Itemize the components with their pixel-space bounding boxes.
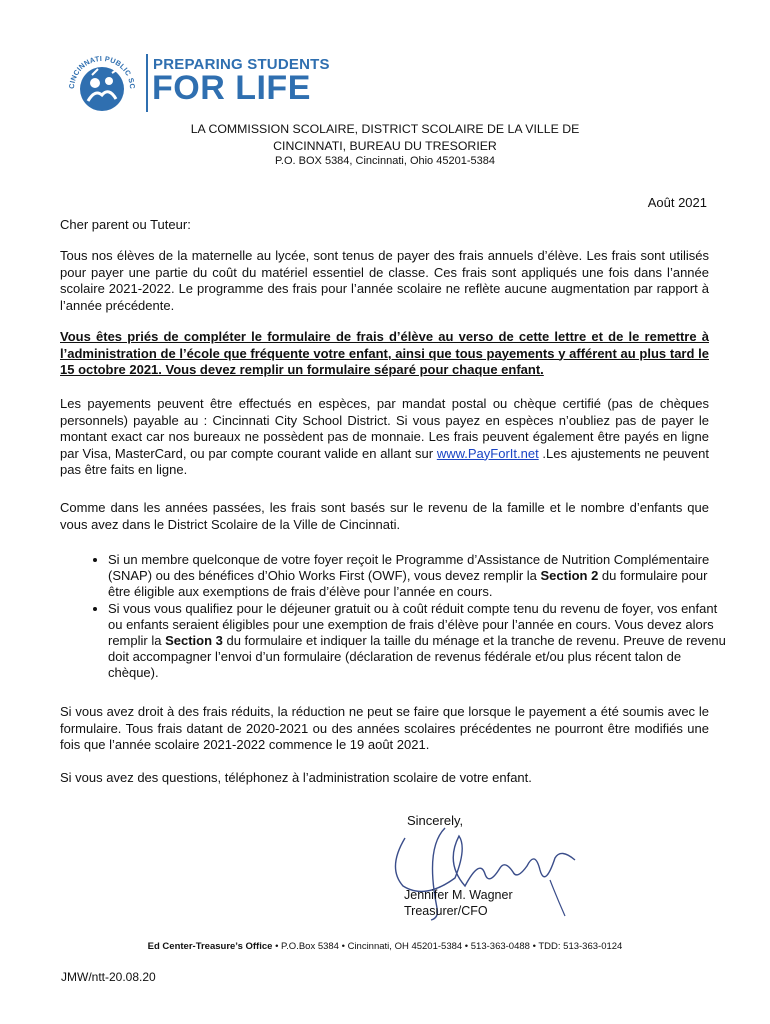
- signer-block: [404, 887, 513, 919]
- header-line-1: LA COMMISSION SCOLAIRE, DISTRICT SCOLAIRE DE LA VILLE DE: [190, 122, 580, 136]
- signer-name: Jennifer M. Wagner: [404, 888, 513, 902]
- paragraph-instructions: Vous êtes priés de compléter le formulaire de frais d’élève au verso de cette lettre et de le remettre à l’administration de l’école que fréquente votre enfant, ainsi que tous payements y afférent au plus tard le 15 octobre 2021. Vous devez remplir un formulaire séparé pour chaque enfant.: [60, 329, 709, 377]
- paragraph-questions: Si vous avez des questions, téléphonez à l’administration scolaire de votre enfant.: [60, 770, 532, 785]
- section-3-label: Section 3: [165, 633, 223, 649]
- closing: Sincerely,: [407, 813, 464, 828]
- greeting: Cher parent ou Tuteur:: [60, 217, 191, 232]
- signer-title: Treasurer/CFO: [404, 904, 488, 918]
- school-logo: [62, 45, 142, 125]
- payment-text: Les payements peuvent être effectués en espèces, par mandat postal ou chèque certifié (pas de chèques personnels) payable au : Cincinnati City School District. Si vous payez en espèces n’oubliez pas de payer le montant exact car nos bureaux ne possèdent pas de monnaie. Les frais peuvent également être payés en ligne par Visa, MasterCard, ou par compte courant valide en allant sur: [60, 396, 709, 461]
- payforit-link[interactable]: www.PayForIt.net: [436, 445, 539, 461]
- section-2-label: Section 2: [540, 568, 599, 584]
- list-item-lunch: • Si vous vous qualifiez pour le déjeuner gratuit ou à coût réduit compte tenu du revenu de foyer, vos enfant ou enfants seraient éligibles pour une exemption de frais d’élève pour l’année en cours. Vous devez alors remplir la Section 3 du formulaire et indiquer la taille du ménage et la tranche de revenu. Preuve de revenu doit accompagner l’envoi d’un formulaire (déclaration de revenus fédérale et/ou plus récent talon de chèque).: [108, 601, 732, 682]
- payment-text-end: .Les ajustements ne peuvent pas être faits en ligne.: [60, 445, 709, 477]
- logo-text: CINCINNATI PUBLIC SC: [66, 53, 138, 90]
- paragraph-income-basis: Comme dans les années passées, les frais sont basés sur le revenu de la famille et le nombre d’enfants que vous avez dans le District Scolaire de la Ville de Cincinnati.: [60, 500, 709, 532]
- reference-code: JMW/ntt-20.08.20: [61, 970, 156, 984]
- list-item-snap: • Si un membre quelconque de votre foyer reçoit le Programme d’Assistance de Nutrition Complémentaire (SNAP) ou des bénéfices d’Ohio Works First (OWF), vous devez remplir la Section 2 du formulaire pour être éligible aux exemptions de frais d’élève pour l’année en cours.: [108, 552, 732, 601]
- paragraph-reduction: Si vous avez droit à des frais réduits, la réduction ne peut se faire que lorsque le payement a été soumis avec le formulaire. Tous frais datant de 2020-2021 ou des années scolaires précédentes ne pourront être modifiés une fois que l’année scolaire 2021-2022 commence le 19 août 2021.: [60, 704, 709, 752]
- paragraph-payment: [60, 396, 709, 479]
- paragraph-fees-intro: Tous nos élèves de la maternelle au lycée, sont tenus de payer des frais annuels d’élève. Les frais sont utilisés pour payer une partie du coût du matériel essentiel de classe. Ces frais sont appliqués une fois dans l’année scolaire 2021-2022. Le programme des frais pour l’année scolaire ne reflète aucune augmentation par rapport à l’année précédente.: [60, 248, 709, 313]
- header-address: P.O. BOX 5384, Cincinnati, Ohio 45201-5384: [275, 155, 495, 167]
- header-line-2: CINCINNATI, BUREAU DU TRESORIER: [273, 139, 497, 153]
- logo-divider: [146, 54, 148, 112]
- footer-details: • P.O.Box 5384 • Cincinnati, OH 45201-5384 • 513-363-0488 • TDD: 513-363-0124: [272, 941, 623, 952]
- letter-date: Août 2021: [647, 195, 707, 210]
- tagline-top: PREPARING STUDENTS: [153, 56, 330, 73]
- eligibility-list: [86, 552, 732, 682]
- footer: [0, 941, 770, 952]
- footer-office: Ed Center-Treasure’s Office: [147, 941, 273, 952]
- tagline-bottom: FOR LIFE: [152, 69, 311, 107]
